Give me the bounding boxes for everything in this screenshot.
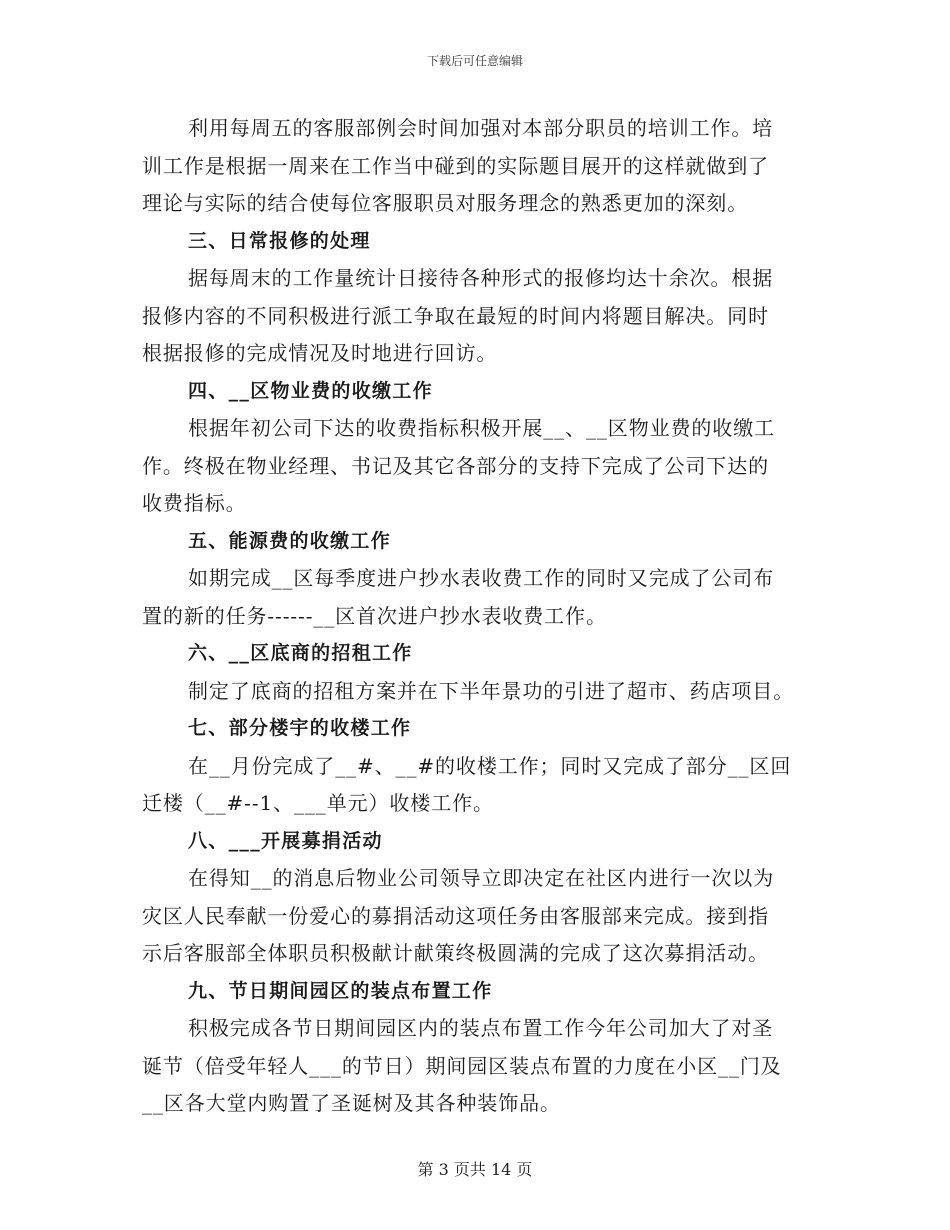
paragraph-line: 据每周末的工作量统计日接待各种形式的报修均达十余次。根据	[188, 266, 774, 290]
section-heading: 六、__区底商的招租工作	[188, 642, 413, 664]
paragraph-line: 置的新的任务------__区首次进户抄水表收费工作。	[142, 603, 607, 628]
paragraph-line: 如期完成__区每季度进户抄水表收费工作的同时又完成了公司布	[188, 566, 775, 590]
section-heading: 七、部分楼宇的收楼工作	[188, 717, 412, 739]
document-body	[142, 110, 817, 1123]
paragraph-line: 在__月份完成了__#、__#的收楼工作；同时又完成了部分__区回	[188, 753, 792, 778]
paragraph-line: 作。终极在物业经理、书记及其它各部分的支持下完成了公司下达的	[142, 453, 769, 478]
paragraph-line: __区各大堂内购置了圣诞树及其各种装饰品。	[142, 1091, 561, 1115]
paragraph-line: 训工作是根据一周来在工作当中碰到的实际题目展开的这样就做到了	[142, 153, 769, 178]
paragraph-line: 利用每周五的客服部例会时间加强对本部分职员的培训工作。培	[188, 116, 774, 140]
paragraph-line: 根据年初公司下达的收费指标积极开展__、__区物业费的收缴工	[188, 416, 775, 440]
paragraph-line: 收费指标。	[142, 491, 247, 515]
section-heading: 八、___开展募捐活动	[188, 829, 383, 852]
paragraph-line: 迁楼（__#--1、___单元）收楼工作。	[142, 791, 494, 815]
paragraph-line: 诞节（倍受年轻人___的节日）期间园区装点布置的力度在小区__门及	[142, 1053, 782, 1078]
page-number-footer: 第 3 页共 14 页	[417, 1160, 533, 1179]
section-heading: 四、__区物业费的收缴工作	[188, 379, 433, 402]
page-header: 下载后可任意编辑	[426, 54, 523, 68]
paragraph-line: 理论与实际的结合使每位客服职员对服务理念的熟悉更加的深刻。	[142, 191, 749, 215]
section-heading: 三、日常报修的处理	[188, 229, 371, 252]
paragraph-line: 灾区人民奉献一份爱心的募捐活动这项任务由客服部来完成。接到指	[142, 903, 769, 928]
paragraph-line: 报修内容的不同积极进行派工争取在最短的时间内将题目解决。同时	[142, 303, 769, 328]
paragraph-line: 制定了底商的招租方案并在下半年景功的引进了超市、药店项目。	[188, 678, 795, 703]
section-heading: 五、能源费的收缴工作	[188, 529, 392, 552]
paragraph-line: 示后客服部全体职员积极献计献策终极圆满的完成了这次募捐活动。	[142, 941, 769, 965]
paragraph-line: 积极完成各节日期间园区内的装点布置工作今年公司加大了对圣	[188, 1016, 774, 1040]
paragraph-line: 在得知__的消息后物业公司领导立即决定在社区内进行一次以为	[188, 866, 775, 890]
section-heading: 九、节日期间园区的装点布置工作	[188, 979, 493, 1002]
paragraph-line: 根据报修的完成情况及时地进行回访。	[142, 341, 498, 365]
